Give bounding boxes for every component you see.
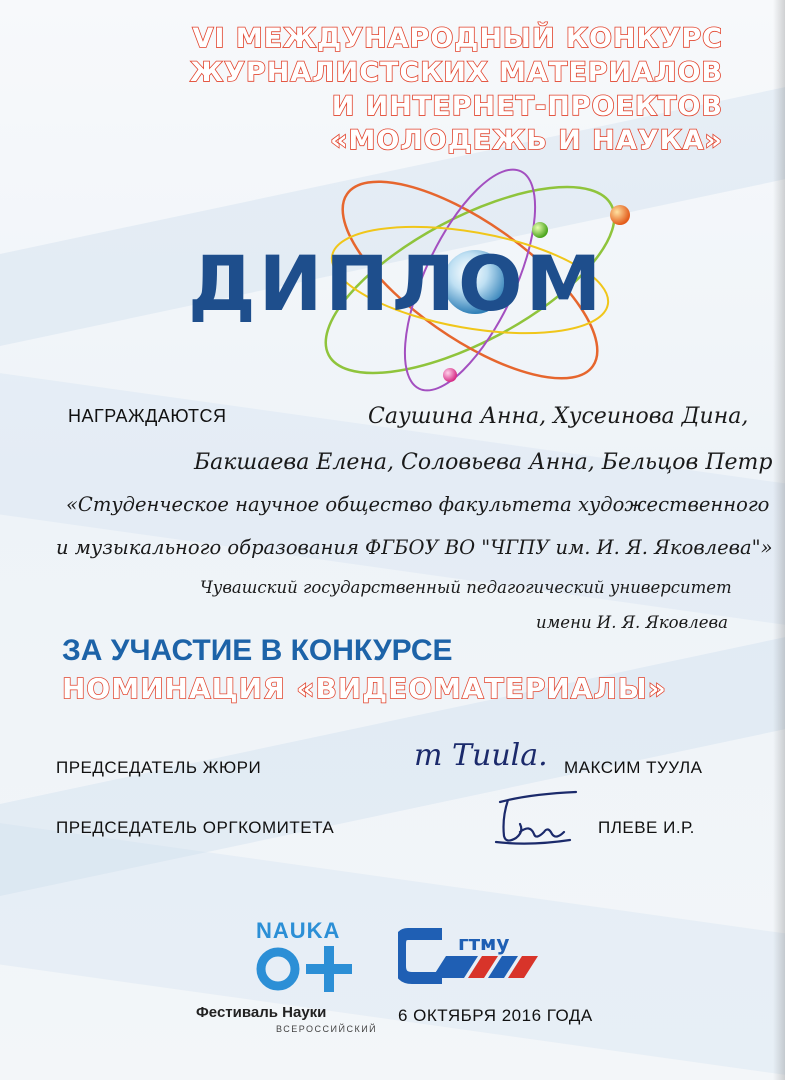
university-line-2: имени И. Я. Яковлева: [536, 613, 728, 632]
header-line-1: VI МЕЖДУНАРОДНЫЙ КОНКУРС: [192, 23, 723, 54]
jury-chair-name: МАКСИМ ТУУЛА: [564, 758, 703, 777]
university-line-1: Чувашский государственный педагогический университет: [200, 578, 732, 597]
committee-chair-name: ПЛЕВЕ И.Р.: [598, 818, 695, 837]
committee-chair-signature: [490, 788, 582, 850]
electron-pink: [443, 368, 457, 382]
jury-chair-label: ПРЕДСЕДАТЕЛЬ ЖЮРИ: [56, 758, 262, 777]
participation-heading: ЗА УЧАСТИЕ В КОНКУРСЕ: [62, 634, 453, 667]
organization-line-2: и музыкального образования ФГБОУ ВО "ЧГПУ им. И. Я. Яковлева"»: [56, 536, 773, 559]
festival-title: Фестиваль Науки: [196, 1004, 327, 1021]
committee-chair-label: ПРЕДСЕДАТЕЛЬ ОРГКОМИТЕТА: [56, 818, 335, 837]
diploma-title: ДИПЛОМ: [188, 239, 605, 328]
header-line-4: «МОЛОДЕЖЬ И НАУКА»: [330, 125, 723, 156]
stmu-logo: [398, 926, 546, 986]
festival-subtitle: ВСЕРОССИЙСКИЙ: [276, 1024, 378, 1034]
awarded-label: НАГРАЖДАЮТСЯ: [68, 406, 227, 426]
background-band: [0, 817, 785, 1080]
nauka-logo-text: NAUKA: [256, 918, 341, 943]
header-line-2: ЖУРНАЛИСТСКИХ МАТЕРИАЛОВ: [190, 57, 723, 88]
stmu-logo-text: гтму: [458, 931, 510, 955]
page-edge-shadow: [773, 0, 785, 1080]
electron-orange: [610, 205, 630, 225]
jury-chair-signature: m Tuula.: [414, 738, 548, 773]
header-line-3: И ИНТЕРНЕТ-ПРОЕКТОВ: [331, 91, 723, 122]
organization-line-1: «Студенческое научное общество факультета художественного: [66, 493, 770, 516]
issue-date: 6 ОКТЯБРЯ 2016 ГОДА: [398, 1006, 593, 1025]
nauka-logo: [254, 944, 354, 994]
names-line-2: Бакшаева Елена, Соловьева Анна, Бельцов Петр: [194, 450, 773, 475]
nomination-heading: НОМИНАЦИЯ «ВИДЕОМАТЕРИАЛЫ»: [62, 672, 667, 705]
names-line-1: Саушина Анна, Хусеинова Дина,: [368, 404, 749, 429]
electron-green: [532, 222, 548, 238]
